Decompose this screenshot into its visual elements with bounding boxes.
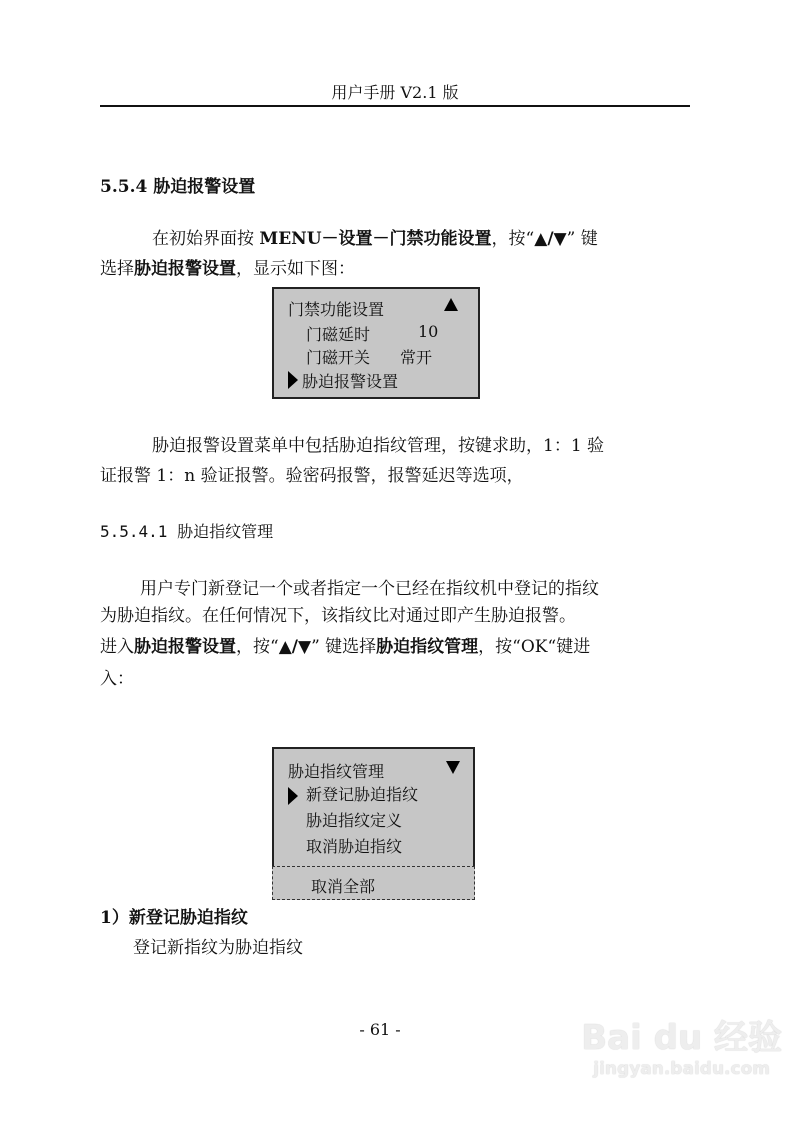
text: 选择	[100, 259, 134, 279]
watermark-logo: Bai du 经验	[581, 1018, 782, 1058]
running-header: 用户手册 V2.1 版	[331, 83, 459, 102]
menu-item: 胁迫指纹定义	[306, 811, 403, 830]
menu-name: 胁迫指纹管理	[376, 637, 479, 657]
text: ，显示如下图：	[236, 259, 355, 279]
page-number: - 61 -	[359, 1020, 401, 1039]
menu-path: MENU－设置－门禁功能设置	[259, 229, 492, 249]
header-rule	[100, 105, 690, 107]
screen-title: 门禁功能设置	[288, 300, 385, 319]
arrow-keys: ▲/▼	[278, 637, 312, 657]
lcd-offscreen-item	[272, 866, 475, 900]
paragraph-3-line-2: 为胁迫指纹。在任何情况下，该指纹比对通过即产生胁迫报警。	[100, 606, 576, 626]
selection-pointer-icon	[288, 371, 298, 389]
menu-row-label: 门磁延时	[306, 325, 371, 344]
item-description: 登记新指纹为胁迫指纹	[133, 938, 303, 958]
scroll-down-icon	[446, 761, 460, 774]
menu-name: 胁迫报警设置	[134, 259, 236, 279]
subsection-heading: 5.5.4.1 胁迫指纹管理	[100, 522, 274, 541]
text: ，按“OK“键进	[478, 637, 591, 657]
screen-title: 胁迫指纹管理	[288, 762, 385, 781]
menu-row-value: 常开	[400, 348, 433, 367]
lcd-screen-duress-fingerprint	[272, 747, 475, 868]
menu-item: 取消胁迫指纹	[306, 837, 403, 856]
paragraph-1-line-2	[100, 254, 355, 279]
menu-row-value: 10	[418, 322, 439, 341]
paragraph-1-line-1	[152, 224, 598, 249]
item-heading: 1）新登记胁迫指纹	[100, 908, 248, 928]
menu-row-selected: 胁迫报警设置	[302, 372, 399, 391]
paragraph-3-line-3	[100, 632, 590, 657]
section-heading: 5.5.4 胁迫报警设置	[100, 177, 256, 197]
scroll-up-icon	[444, 298, 458, 311]
lcd-screen-door-settings	[272, 287, 480, 399]
selection-pointer-icon	[288, 787, 298, 805]
paragraph-2-line-1: 胁迫报警设置菜单中包括胁迫指纹管理，按键求助，1：1 验	[152, 436, 605, 456]
watermark-url: jingyan.baidu.com	[593, 1059, 770, 1079]
text: ” 键	[566, 229, 598, 249]
menu-item-hidden: 取消全部	[311, 877, 376, 896]
text: ，按“	[491, 229, 535, 249]
baidu-watermark	[581, 1010, 782, 1079]
menu-row-label: 门磁开关	[306, 348, 371, 367]
text: 在初始界面按	[152, 229, 260, 249]
paragraph-2-line-2: 证报警 1：n 验证报警。验密码报警，报警延迟等选项，	[100, 466, 524, 486]
menu-name: 胁迫报警设置	[134, 637, 236, 657]
text: 进入	[100, 637, 134, 657]
paragraph-3-line-1: 用户专门新登记一个或者指定一个已经在指纹机中登记的指纹	[140, 579, 599, 599]
paragraph-3-line-4: 入：	[100, 669, 134, 689]
arrow-keys: ▲/▼	[534, 229, 567, 249]
menu-item-selected: 新登记胁迫指纹	[306, 785, 419, 804]
text: ” 键选择	[311, 637, 377, 657]
text: ，按“	[236, 637, 279, 657]
